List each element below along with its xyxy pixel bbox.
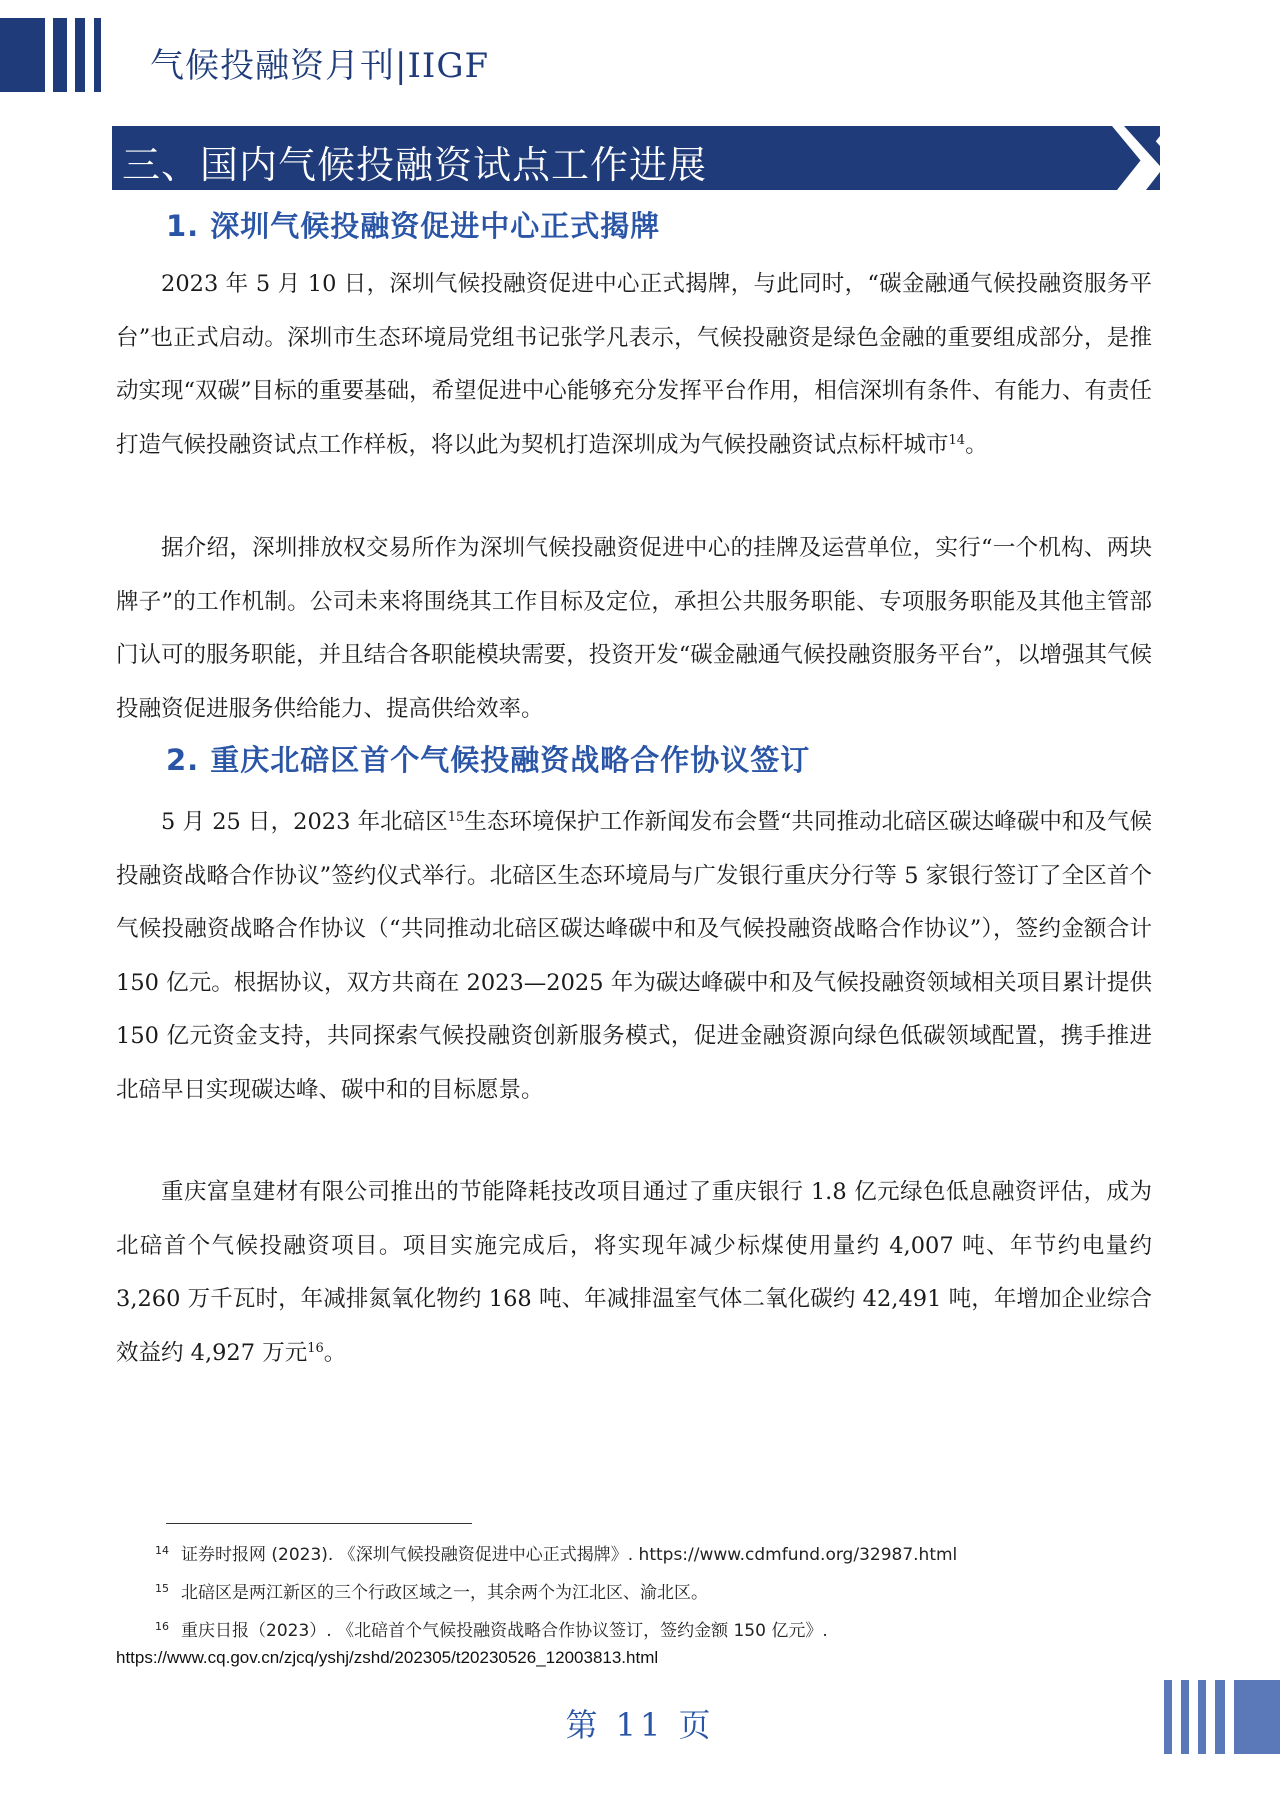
paragraph: 5 月 25 日，2023 年北碚区$^{15}$生态环境保护工作新闻发布会暨“共同推动北碚区碳达峰碳中和及气候投融资战略合作协议”签约仪式举行。北碚区生态环境局与广发银行重庆分行等 5 家银行签订了全区首个气候投融资战略合作协议（“共同推动北碚区碳达峰碳中和及气候投融资战略合作协议”），签约金额合计 150 亿元。根据协议，双方共商在 2023—2025 年为碳达峰碳中和及气候投融资领域相关项目累计提供 150 亿元资金支持，共同探索气候投融资创新服务模式，促进金融资源向绿色低碳领域配置，携手推进北碚早日实现碳达峰、碳中和的目标愿景。 bbox=[116, 809, 1152, 1103]
footnote-16: $^{16}$ 重庆日报（2023）. 《北碚首个气候投融资战略合作协议签订，签约金额 150 亿元》. bbox=[155, 1620, 828, 1641]
subsection-heading-1: 1. 深圳气候投融资促进中心正式揭牌 bbox=[166, 209, 661, 243]
journal-title: 气候投融资月刊|IIGF bbox=[150, 46, 490, 86]
subsection-heading-2: 2. 重庆北碚区首个气候投融资战略合作协议签订 bbox=[166, 743, 811, 777]
footnote-ref-14[interactable]: 14 bbox=[948, 432, 966, 448]
header-decoration-bars bbox=[0, 18, 120, 92]
paragraph: 2023 年 5 月 10 日，深圳气候投融资促进中心正式揭牌，与此同时，“碳金融通气候投融资服务平台”也正式启动。深圳市生态环境局党组书记张学凡表示，气候投融资是绿色金融的重要组成部分，是推动实现“双碳”目标的重要基础，希望促进中心能够充分发挥平台作用，相信深圳有条件、有能力、有责任打造气候投融资试点工作样板，将以此为契机打造深圳成为气候投融资试点标杆城市$^{14}$。 bbox=[116, 271, 1152, 458]
footnote-ref-16[interactable]: 16 bbox=[307, 1340, 324, 1356]
page-number: 第 11 页 bbox=[565, 1706, 715, 1744]
section-title: 三、国内气候投融资试点工作进展 bbox=[122, 143, 708, 187]
footnote-ref-15[interactable]: 15 bbox=[447, 810, 465, 825]
paragraph: 重庆富皇建材有限公司推出的节能降耗技改项目通过了重庆银行 1.8 亿元绿色低息融资评估，成为北碚首个气候投融资项目。项目实施完成后，将实现年减少标煤使用量约 4,007 吨、年节约电量约 3,260 万千瓦时，年减排氮氧化物约 168 吨、年减排温室气体二氧化碳约 42,491 吨，年增加企业综合效益约 4,927 万元$^{16}$。 bbox=[116, 1179, 1152, 1366]
footnote-14: $^{14}$ 证券时报网 (2023). 《深圳气候投融资促进中心正式揭牌》. https://www.cdmfund.org/32987.html bbox=[155, 1544, 958, 1565]
section-banner bbox=[112, 126, 1160, 190]
paragraph: 据介绍，深圳排放权交易所作为深圳气候投融资促进中心的挂牌及运营单位，实行“一个机构、两块牌子”的工作机制。公司未来将围绕其工作目标及定位，承担公共服务职能、专项服务职能及其他主管部门认可的服务职能，并且结合各职能模块需要，投资开发“碳金融通气候投融资服务平台”，以增强其气候投融资促进服务供给能力、提高供给效率。 bbox=[116, 535, 1152, 722]
footnote-15: $^{15}$ 北碚区是两江新区的三个行政区域之一，其余两个为江北区、渝北区。 bbox=[155, 1582, 708, 1603]
footnote-divider bbox=[166, 1523, 472, 1524]
footer-decoration-bars bbox=[1164, 1680, 1280, 1754]
footnote-16-url[interactable]: https://www.cq.gov.cn/zjcq/yshj/zshd/202305/t20230526_12003813.html bbox=[116, 1648, 659, 1667]
